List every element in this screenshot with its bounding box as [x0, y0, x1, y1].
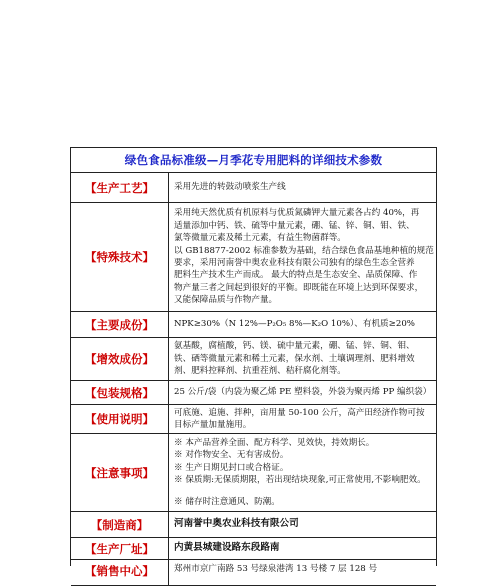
content-line: 内黄县城建设路东段路南	[174, 542, 280, 554]
row-label: 【特殊技术】	[71, 203, 169, 311]
row-content	[169, 173, 436, 202]
row-content	[169, 405, 436, 433]
content-line: NPK≥30%（N 12%—P₂O₅ 8%—K₂O 10%）、有机质≥20%	[174, 319, 415, 330]
content-line: ※ 生产日期见封口或合格证。	[174, 462, 289, 473]
table-title: 绿色食品标准级—月季花专用肥料的详细技术参数	[71, 148, 436, 173]
content-line: ※ 保质期:无保质期限，若出现结块现象,可正常使用,不影响肥效。	[174, 475, 426, 486]
row-content	[169, 312, 436, 337]
row-label: 【生产工艺】	[71, 173, 169, 202]
content-line: ※ 对作物安全、无有害成份。	[174, 450, 289, 461]
content-line: ※ 储存时注意通风、防潮。	[174, 496, 280, 507]
content-line: 采用纯天然优质有机原料与优质氮磷钾大量元素各占约 40%，再	[174, 208, 420, 219]
row-content	[169, 381, 437, 404]
row-label: 【制造商】	[71, 512, 169, 537]
row-content	[169, 338, 436, 380]
content-line: 河南誉中奥农业科技有限公司	[174, 518, 299, 530]
content-line: 剂、肥料控释剂、抗重茬剂、秸秆腐化剂等。	[174, 366, 346, 377]
row-synergist-ingredients	[71, 338, 436, 381]
row-content	[169, 560, 436, 576]
row-sales-center	[71, 560, 436, 586]
row-label: 【包装规格】	[71, 381, 169, 404]
row-content	[169, 203, 440, 311]
row-label: 【注意事项】	[71, 434, 169, 511]
row-label: 【主要成份】	[71, 312, 169, 337]
content-line: 铁、硒等微量元素和稀土元素，保水剂、土壤调理剂、肥料增效	[174, 353, 415, 364]
row-label: 【使用说明】	[71, 405, 169, 433]
row-label: 【销售中心】	[71, 560, 169, 586]
row-label: 【生产厂址】	[71, 538, 169, 559]
row-main-ingredients	[71, 312, 436, 338]
content-line: ※ 本产品营养全面、配方科学、见效快，持效期长。	[174, 437, 375, 448]
content-line: 目标产量加量施用。	[174, 420, 252, 430]
content-line: 要求，采用河南誉中奥农业科技有限公司独有的绿色生态全营养	[174, 258, 415, 268]
content-line: 郑州市京广南路 53 号绿泉港湾 13 号楼 7 层 128 号	[174, 564, 378, 574]
content-line: 氨基酸，腐植酸，钙、镁、硫中量元素，硼、锰、锌、铜、钼、	[174, 341, 415, 352]
row-precautions	[71, 434, 436, 512]
content-line: 25 公斤/袋（内袋为聚乙烯 PE 塑料袋，外袋为聚丙烯 PP 编织袋）	[174, 387, 432, 398]
content-line: 适量添加中钙、铁、硫等中量元素，硼、锰、锌、铜、钼、铁、	[174, 220, 415, 231]
content-line: 可底施、追施、拌种，亩用量 50-100 公斤，高产田经济作物可按	[174, 407, 425, 418]
row-packaging	[71, 381, 436, 405]
row-content	[169, 538, 436, 559]
row-content	[169, 434, 436, 511]
row-factory-address	[71, 538, 436, 560]
content-line: 又能保障品质与作物产量。	[174, 295, 278, 306]
content-line: 采用先进的转鼓动喷浆生产线	[174, 182, 286, 193]
content-line: 氯等微量元素及稀土元素，有益生物菌群等。	[174, 233, 346, 244]
content-line: 以 GB18877-2002 标准参数为基础，结合绿色食品基地种植的规范	[174, 245, 434, 256]
row-content	[169, 512, 436, 537]
spec-table	[70, 147, 437, 578]
row-usage-instructions	[71, 405, 436, 434]
row-manufacturer	[71, 512, 436, 538]
row-label: 【增效成份】	[71, 338, 169, 380]
content-line: 物产量三者之间起到很好的平衡。即既能在环境上达到环保要求，	[174, 282, 424, 293]
spacer	[174, 487, 430, 496]
row-special-technology	[71, 203, 436, 312]
content-line: 肥料生产技术生产而成。 最大的特点是生态安全、品质保障、作	[174, 270, 418, 281]
row-production-process	[71, 173, 436, 203]
